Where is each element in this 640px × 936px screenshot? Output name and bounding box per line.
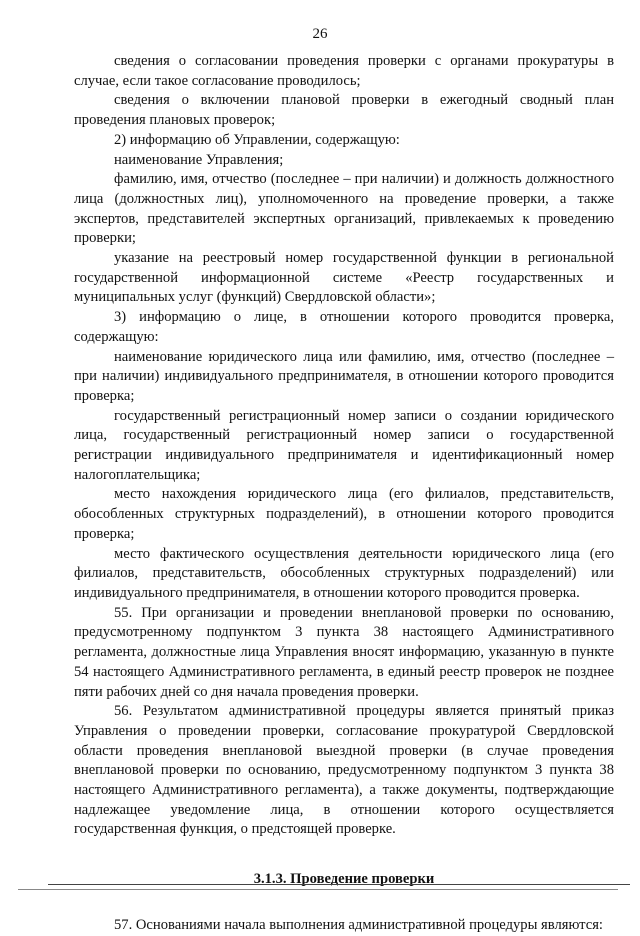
page-number: 26 — [312, 26, 328, 42]
paragraph: наименование юридического лица или фамилию, имя, отчество (последнее – при наличии) индивидуального предпринимателя, в отношении которого проводится проверка; — [74, 348, 614, 404]
paragraph: фамилию, имя, отчество (последнее – при наличии) и должность должностного лица (должностных лиц), уполномоченного на проведение проверки, а также экспертов, представителей экспертных организаций, привлекаемых к проведению проверки; — [74, 171, 614, 247]
paragraph: наименование Управления; — [114, 151, 284, 168]
document-body — [74, 52, 614, 936]
bottom-divider — [48, 884, 630, 885]
paragraph: 55. При организации и проведении внеплановой проверки по основанию, предусмотренному подпунктом 3 пункта 38 настоящего Административного регламента, должностные лица Управления вносят информацию, указанную в пункте 54 настоящего Административного регламента, в единый реестр проверок не позднее пяти рабочих дней со дня начала проведения проверки. — [74, 604, 614, 700]
paragraph: государственный регистрационный номер записи о создании юридического лица, государственный регистрационный номер записи о государственной регистрации индивидуального предпринимателя и идентификационный номер налогоплательщика; — [74, 407, 614, 483]
bottom-divider — [18, 889, 618, 890]
paragraph: сведения о включении плановой проверки в ежегодный сводный план проведения плановых проверок; — [74, 92, 614, 129]
paragraph: место фактического осуществления деятельности юридического лица (его филиалов, представительств, обособленных структурных подразделений) или индивидуального предпринимателя, в отношении которого проводится проверка. — [74, 545, 614, 601]
paragraph: 3) информацию о лице, в отношении которого проводится проверка, содержащую: — [74, 309, 614, 345]
paragraph: место нахождения юридического лица (его филиалов, представительств, обособленных структурных подразделений), в отношении которого проводится проверка; — [74, 486, 614, 542]
paragraph: 56. Результатом административной процедуры является принятый приказ Управления о проведении проверки, согласование прокуратурой Свердловской области проведения внеплановой выездной проверки (в случае проведения внеплановой проверки по основанию, предусмотренному подпунктом 3 пункта 38 настоящего Административного регламента), а также документы, подтверждающие надлежащее уведомление лица, в отношении которого осуществляется государственная функция, о предстоящей проверке. — [74, 703, 614, 838]
paragraph: 57. Основаниями начала выполнения административной процедуры являются: — [114, 916, 603, 933]
paragraph: 2) информацию об Управлении, содержащую: — [114, 131, 400, 148]
section-heading: 3.1.3. Проведение проверки — [253, 871, 435, 888]
paragraph: указание на реестровый номер государственной функции в региональной государственной информационной системе «Реестр государственных и муниципальных услуг (функций) Свердловской области»; — [74, 250, 614, 306]
paragraph: сведения о согласовании проведения проверки с органами прокуратуры в случае, если такое согласование проводилось; — [74, 53, 614, 89]
